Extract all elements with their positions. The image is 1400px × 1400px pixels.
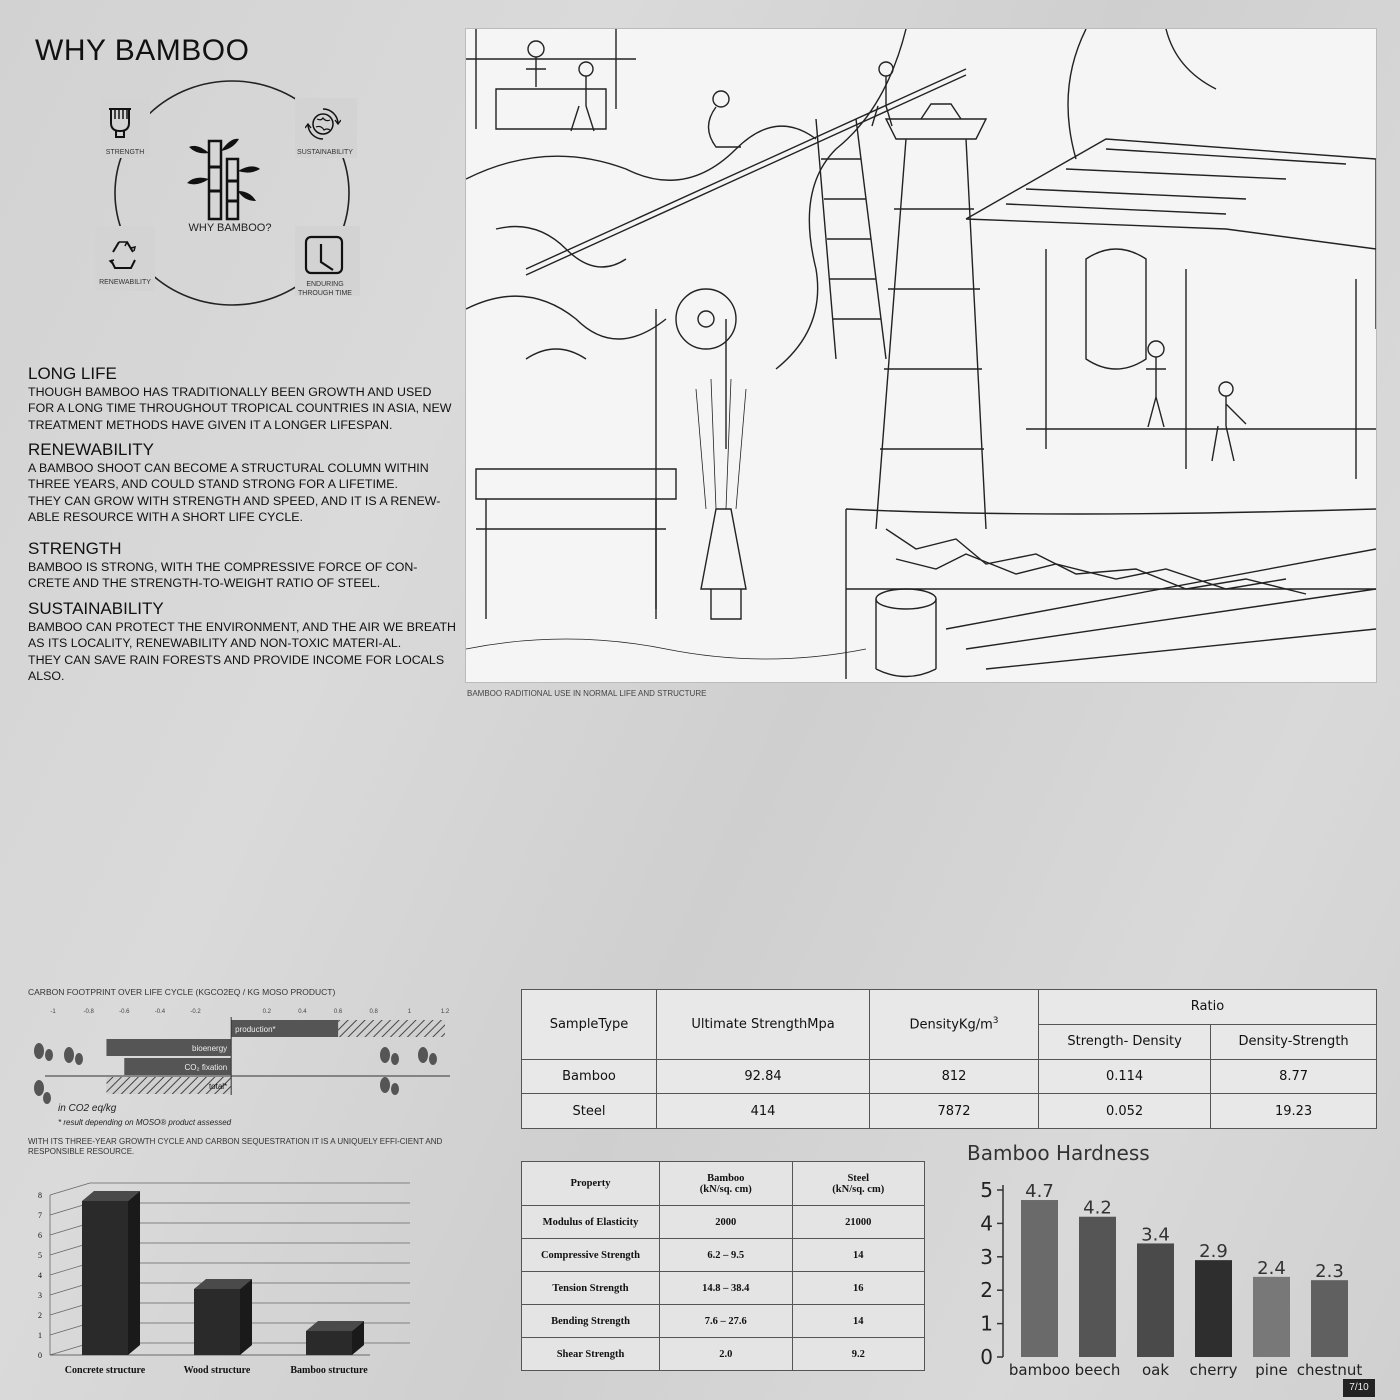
illustration-caption: BAMBOO RADITIONAL USE IN NORMAL LIFE AND STRUCTURE [467,689,707,698]
hardness-category-label: bamboo [1008,1361,1071,1379]
table-row [522,1305,925,1338]
header-strength-density: Strength- Density [1039,1024,1211,1059]
carbon-tick-label: 0.2 [262,1009,271,1015]
carbon-bar-label: CO₂ fixation [184,1063,228,1072]
strength-density-table [521,989,1377,1129]
bamboo-steel-property-table [521,1161,925,1371]
hardness-bar [1195,1260,1232,1357]
page-title: WHY BAMBOO [35,34,250,67]
why-bamboo-cycle-diagram [95,76,365,316]
section-body: A BAMBOO SHOOT CAN BECOME A STRUCTURAL COLUMN WITHIN THREE YEARS, AND COULD STAND STRONG FOR A LIFETIME. [28,461,429,492]
clock-icon [303,234,345,276]
hardness-tick-label: 4 [980,1211,993,1236]
carbon-tick-label: 0.6 [333,1009,343,1015]
table-cell: Steel [522,1094,657,1129]
hardness-value-label: 4.2 [1083,1197,1112,1219]
table-cell: 2000 [660,1206,793,1239]
table-row [522,1094,1377,1129]
carbon-tick-label: -0.2 [190,1009,201,1015]
carbon-tick-label: 0.8 [369,1009,378,1015]
section-body: BAMBOO IS STRONG, WITH THE COMPRESSIVE FORCE OF CON-CRETE AND THE STRENGTH-TO-WEIGHT RATIO OF STEEL. [28,560,418,591]
cycle-label-sustainability: SUSTAINABILITY [297,149,353,156]
bar3d-front [194,1289,240,1355]
hardness-tick-label: 1 [980,1311,993,1336]
carbon-tick-label: -0.6 [119,1009,130,1015]
table-cell: Bending Strength [522,1305,660,1338]
carbon-bar-hatched [338,1020,445,1037]
bar3d-tick-label: 6 [38,1231,42,1240]
bamboo-icon [185,131,270,223]
table-cell: Modulus of Elasticity [522,1206,660,1239]
cycle-center-label: WHY BAMBOO? [188,222,272,234]
table-row [522,1338,925,1371]
table-cell: 8.77 [1211,1059,1377,1094]
section-renewability [28,440,458,525]
hardness-tick-label: 0 [980,1345,993,1369]
hardness-category-label: cherry [1189,1361,1238,1379]
hardness-category-label: chestnut [1296,1361,1363,1379]
section-heading: STRENGTH [28,539,122,558]
cycle-label-renewability: RENEWABILITY [99,279,151,286]
table-cell: 14 [792,1305,925,1338]
section-sustainability [28,599,458,684]
hardness-value-label: 2.3 [1315,1261,1344,1283]
hardness-value-label: 2.4 [1257,1257,1286,1279]
header-bamboo: Bamboo (kN/sq. cm) [660,1162,793,1206]
section-body: BAMBOO CAN PROTECT THE ENVIRONMENT, AND THE AIR WE BREATH AS ITS LOCALITY, RENEWABILITY AND NON-TOXIC MATERI-AL. [28,620,456,651]
bar3d-tick-label: 1 [38,1331,42,1340]
header-density-strength: Density-Strength [1211,1024,1377,1059]
carbon-tick-label: 0.4 [298,1009,307,1015]
footprints-icon [34,1043,437,1104]
table-cell: 14 [792,1239,925,1272]
bar3d-tick-label: 4 [38,1271,42,1280]
cycle-label-enduring: ENDURING THROUGH TIME [298,281,352,297]
bamboo-hardness-chart [955,1135,1375,1380]
carbon-tick-label: -1 [50,1009,56,1015]
section-heading: LONG LIFE [28,364,117,383]
section-body: THEY CAN GROW WITH STRENGTH AND SPEED, AND IT IS A RENEW-ABLE RESOURCE WITH A SHORT LIFE CYCLE. [28,493,441,524]
carbon-bar-label: production* [235,1025,276,1034]
hardness-bar [1079,1217,1116,1357]
table-cell: Shear Strength [522,1338,660,1371]
hardness-tick-label: 2 [980,1278,993,1303]
section-body: THOUGH BAMBOO HAS TRADITIONALLY BEEN GROWTH AND USED FOR A LONG TIME THROUGHOUT TROPICAL COUNTRIES IN ASIA, NEW TREATMENT METHODS HAVE GIVEN IT A LONGER LIFESPAN. [28,385,452,432]
table-cell: 7872 [870,1094,1039,1129]
header-property: Property [522,1162,660,1206]
hardness-value-label: 2.9 [1199,1241,1228,1263]
table-cell: Tension Strength [522,1272,660,1305]
globe-cycle-icon [305,106,341,142]
carbon-chart-title: CARBON FOOTPRINT OVER LIFE CYCLE (KGCO2EQ / KG MOSO PRODUCT) [28,987,336,997]
hardness-tick-label: 5 [980,1178,993,1202]
table-row [522,1059,1377,1094]
section-heading: RENEWABILITY [28,440,154,459]
page-number: 7/10 [1343,1379,1375,1397]
section-heading: SUSTAINABILITY [28,599,164,618]
bar3d-tick-label: 5 [38,1251,42,1260]
bar3d-tick-label: 7 [38,1211,42,1220]
hardness-category-label: oak [1141,1361,1170,1379]
hardness-bar [1137,1243,1174,1357]
hardness-category-label: beech [1074,1361,1121,1379]
table-cell: 414 [657,1094,870,1129]
bar3d-tick-label: 3 [38,1291,42,1300]
table-cell: 812 [870,1059,1039,1094]
table-cell: 21000 [792,1206,925,1239]
header-ultimate-strength: Ultimate StrengthMpa [657,990,870,1060]
header-density: DensityKg/$m^3$ [870,990,1039,1060]
fist-icon [105,103,135,139]
bar3d-front [306,1331,352,1355]
bar3d-front [82,1201,128,1355]
hardness-value-label: 3.4 [1141,1224,1170,1246]
hardness-bar [1021,1200,1058,1357]
hardness-category-label: pine [1255,1361,1288,1379]
section-long-life [28,364,458,433]
table-cell: 19.23 [1211,1094,1377,1129]
recycle-icon [105,236,141,272]
carbon-bar-label: bioenergy [192,1044,228,1053]
table-row [522,1272,925,1305]
table-cell: Compressive Strength [522,1239,660,1272]
illustration-drawing [466,29,1376,682]
table-cell: 6.2 – 9.5 [660,1239,793,1272]
bar3d-category-label: Bamboo structure [290,1365,368,1376]
carbon-footprint-chart [25,1003,455,1130]
cycle-label-strength: STRENGTH [105,149,145,156]
hardness-tick-label: 3 [980,1244,993,1269]
table-cell: Bamboo [522,1059,657,1094]
bar3d-category-label: Concrete structure [64,1365,146,1376]
table-cell: 0.052 [1039,1094,1211,1129]
section-strength [28,539,458,592]
carbon-tick-label: -0.4 [154,1009,166,1015]
table-row [522,1239,925,1272]
hardness-bar [1311,1280,1348,1357]
carbon-unit: in CO2 eq/kg [58,1103,117,1114]
table-cell: 7.6 – 27.6 [660,1305,793,1338]
carbon-note: WITH ITS THREE-YEAR GROWTH CYCLE AND CARBON SEQUESTRATION IT IS A UNIQUELY EFFI-CIENT AND RESPONSIBLE RESOURCE. [28,1137,443,1156]
structure-carbon-bar-chart [20,1165,420,1380]
carbon-tick-label: 1 [407,1009,412,1015]
table-cell: 16 [792,1272,925,1305]
hardness-chart-title: Bamboo Hardness [967,1141,1150,1165]
hardness-value-label: 4.7 [1025,1181,1054,1203]
header-steel: Steel (kN/sq. cm) [792,1162,925,1206]
table-cell: 92.84 [657,1059,870,1094]
header-ratio: Ratio [1039,990,1377,1025]
table-cell: 0.114 [1039,1059,1211,1094]
bar3d-tick-label: 2 [38,1311,42,1320]
carbon-footnote: * result depending on MOSO® product assessed [58,1118,232,1127]
bar3d-side [128,1191,140,1355]
section-body: THEY CAN SAVE RAIN FORESTS AND PROVIDE INCOME FOR LOCALS ALSO. [28,652,445,683]
table-row [522,1206,925,1239]
table-cell: 2.0 [660,1338,793,1371]
bar3d-tick-label: 8 [38,1191,42,1200]
table-cell: 14.8 – 38.4 [660,1272,793,1305]
carbon-bar-label: total* [208,1082,228,1091]
bar3d-tick-label: 0 [38,1351,42,1360]
carbon-tick-label: -0.8 [83,1009,94,1015]
bar3d-category-label: Wood structure [183,1365,251,1376]
bar3d-side [240,1279,252,1355]
table-cell: 9.2 [792,1338,925,1371]
traditional-bamboo-illustration [465,28,1377,683]
hardness-bar [1253,1277,1290,1357]
carbon-tick-label: 1.2 [440,1009,450,1015]
header-sample-type: SampleType [522,990,657,1060]
